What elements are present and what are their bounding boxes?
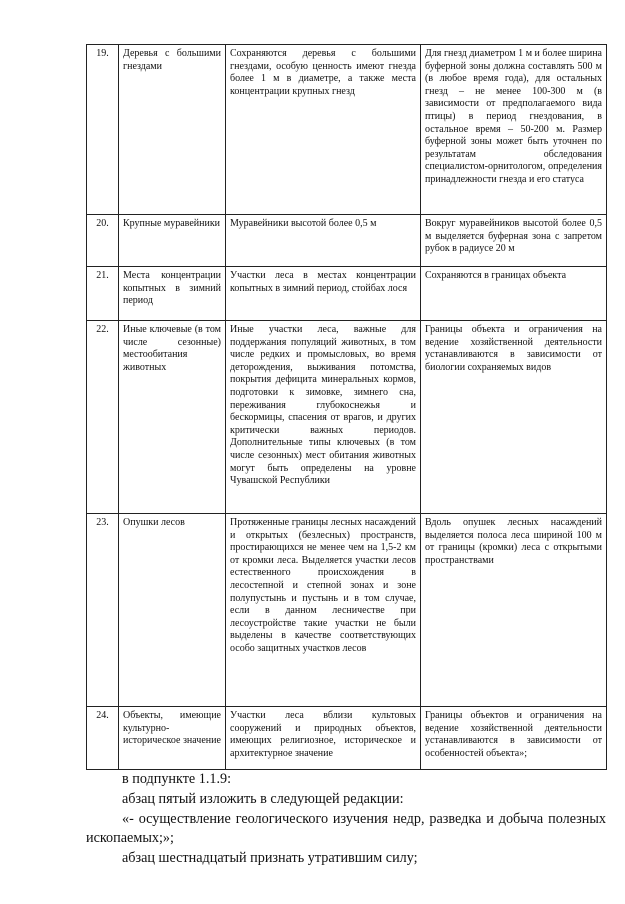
table-row [87, 267, 607, 321]
row-number: 23. [87, 514, 119, 707]
table-row [87, 215, 607, 267]
object-description: Иные участки леса, важные для поддержания популяций животных, в том числе редких и промысловых, во время деторождения, выживания потомства, покрытия дефицита минеральных кормов, подготовки к зимовке, зимнего сна, переживания глубокоснежья и бескормицы, спасения от врагов, и других критически важных периодов. Дополнительные типы ключевых (в том числе сезонных) мест обитания животных могут быть определены на уровне Чувашской Республики [226, 321, 421, 514]
object-name: Иные ключевые (в том числе сезонные) местообитания животных [119, 321, 226, 514]
table-row [87, 707, 607, 770]
key-habitats-table [86, 44, 607, 770]
row-number: 21. [87, 267, 119, 321]
protection-regime: Границы объекта и ограничения на ведение хозяйственной деятельности устанавливаются в зависимости от биологии сохраняемых видов [421, 321, 607, 514]
object-name: Объекты, имеющие культурно-историческое значение [119, 707, 226, 770]
object-name: Места концентрации копытных в зимний период [119, 267, 226, 321]
row-number: 19. [87, 45, 119, 215]
row-number: 22. [87, 321, 119, 514]
protection-regime: Вдоль опушек лесных насаждений выделяется полоса леса шириной 100 м от границы (кромки) леса с открытыми пространствами [421, 514, 607, 707]
object-name: Опушки лесов [119, 514, 226, 707]
protection-regime: Вокруг муравейников высотой более 0,5 м выделяется буферная зона с запретом рубок в радиусе 20 м [421, 215, 607, 267]
object-description: Муравейники высотой более 0,5 м [226, 215, 421, 267]
table-row [87, 514, 607, 707]
row-number: 20. [87, 215, 119, 267]
amendment-paragraph-five: абзац пятый изложить в следующей редакции: [122, 791, 404, 807]
table-row [87, 45, 607, 215]
object-description: Сохраняются деревья с большими гнездами, особую ценность имеют гнезда более 1 м в диаметре, а также места концентрации крупных гнезд [226, 45, 421, 215]
protection-regime: Для гнезд диаметром 1 м и более ширина буферной зоны должна составлять 500 м (в любое время года), для остальных гнезд – не менее 100-300 м (в зависимости от предполагаемого вида птицы) в период гнездования, в остальное время – 50-200 м. Размер буферной зоны может быть уточнен по результатам обследования специалистом-орнитологом, определения принадлежности гнезда и его статуса [421, 45, 607, 215]
amendment-new-text: «- осуществление геологического изучения недр, разведка и добыча полезных ископаемых;»; [86, 811, 606, 846]
protection-regime: Границы объектов и ограничения на ведение хозяйственной деятельности устанавливаются в зависимости от особенностей объекта»; [421, 707, 607, 770]
amendment-subpoint: в подпункте 1.1.9: [122, 771, 232, 787]
row-number: 24. [87, 707, 119, 770]
object-name: Деревья с большими гнездами [119, 45, 226, 215]
object-description: Участки леса вблизи культовых сооружений и природных объектов, имеющих религиозное, историческое и архитектурное значение [226, 707, 421, 770]
amendment-paragraph-sixteen: абзац шестнадцатый признать утратившим силу; [122, 850, 418, 866]
object-name: Крупные муравейники [119, 215, 226, 267]
object-description: Протяженные границы лесных насаждений и открытых (безлесных) пространств, простирающихся не менее чем на 1,5-2 км от кромки леса. Выделяется участки лесов естественного происхождения в лесостепной и степной зонах и зоне полупустынь и пустынь и в том случае, если в данном лесничестве при лесоустройстве такие участки не были выделены в качестве соответствующих особо защитных участков лесов [226, 514, 421, 707]
table-row [87, 321, 607, 514]
protection-regime: Сохраняются в границах объекта [421, 267, 607, 321]
object-description: Участки леса в местах концентрации копытных в зимний период, стойбах лося [226, 267, 421, 321]
